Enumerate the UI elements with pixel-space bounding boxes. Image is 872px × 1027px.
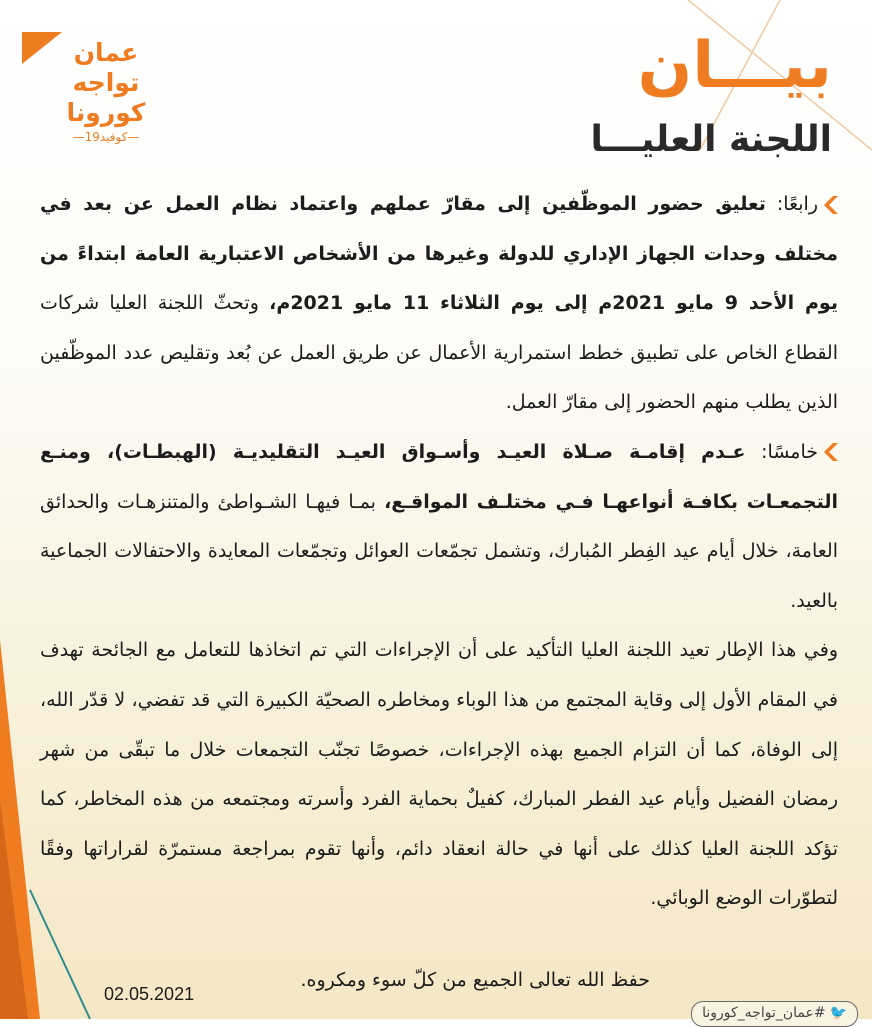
hashtag-badge — [691, 1001, 858, 1027]
paragraph-item-5 — [40, 428, 838, 626]
paragraph-conclusion: وفي هذا الإطار تعيد اللجنة العليا التأكيد على أن الإجراءات التي تم اتخاذها للتعامل مع الجائحة تهدف في المقام الأول إلى وقاية المجتمع من هذا الوباء ومخاطره الصحيّة الكبيرة التي قد تفضي، لا قدّر الله، إلى الوفاة، كما أن التزام الجميع بهذه الإجراءات، خصوصًا تجنّب التجمعات خلال ما تبقّى من شهر رمضان الفضيل وأيام عيد الفطر المبارك، كفيلٌ بحماية الفرد وأسرته ومجتمعه من هذه المخاطر، كما تؤكد اللجنة العليا كذلك على أنها في حالة انعقاد دائم، وأنها تقوم بمراجعة مستمرّة لقراراتها وفقًا لتطوّرات الوضع الوبائي. — [40, 639, 838, 910]
paragraph-lead: خامسًا: — [745, 440, 818, 463]
statement-body — [40, 180, 838, 924]
logo-line-3: كورونا — [66, 98, 146, 127]
campaign-logo — [46, 38, 166, 144]
paragraph-item-4 — [40, 180, 838, 428]
hashtag-text: #عمان_تواجه_كورونا — [702, 1005, 826, 1021]
chevron-left-icon — [824, 443, 838, 461]
page-title: بيـــان — [637, 29, 832, 103]
paragraph-rest: بمـا فيهـا الشـواطئ والمتنزهـات والحدائق العامة، خلال أيام عيد الفِطر المُبارك، وتشمل تجمّعات العوائل وتجمّعات المعايدة والاحتفالات الجماعية بالعيد. — [40, 490, 838, 612]
paragraph-lead: رابعًا: — [765, 193, 818, 215]
paragraph-rest: وتحثّ اللجنة العليا شركات القطاع الخاص على تطبيق خطط استمرارية الأعمال عن طريق العمل عن بُعد وتقليص عدد الموظّفين الذين يطلب منهم الحضور إلى مقارّ العمل. — [40, 292, 838, 414]
logo-line-4: —كوفيد19— — [72, 130, 140, 144]
twitter-icon: 🐦 — [829, 1005, 847, 1021]
closing-line: حفظ الله تعالى الجميع من كلّ سوء ومكروه. — [300, 969, 650, 991]
paragraph-bold: عـدم إقامـة صـلاة العيـد وأسـواق العيـد التقليديـة (الهبطـات)، ومنـع التجمعـات بكافـة أنواعهـا فـي مختلـف المواقـع، — [40, 440, 838, 513]
logo-line-1: عمان — [73, 38, 139, 67]
chevron-left-icon — [824, 196, 838, 214]
paragraph-bold: تعليق حضور الموظّفين إلى مقارّ عملهم واعتماد نظام العمل عن بعد في مختلف وحدات الجهاز الإداري للدولة وغيرها من الأشخاص الاعتبارية العامة ابتداءً من يوم الأحد 9 مايو 2021م إلى يوم الثلاثاء 11 مايو 2021م، — [40, 193, 838, 315]
logo-line-2: تواجه — [72, 68, 140, 97]
statement-date: 02.05.2021 — [104, 984, 195, 1004]
page-subtitle: اللجنة العليـــا — [590, 119, 832, 160]
